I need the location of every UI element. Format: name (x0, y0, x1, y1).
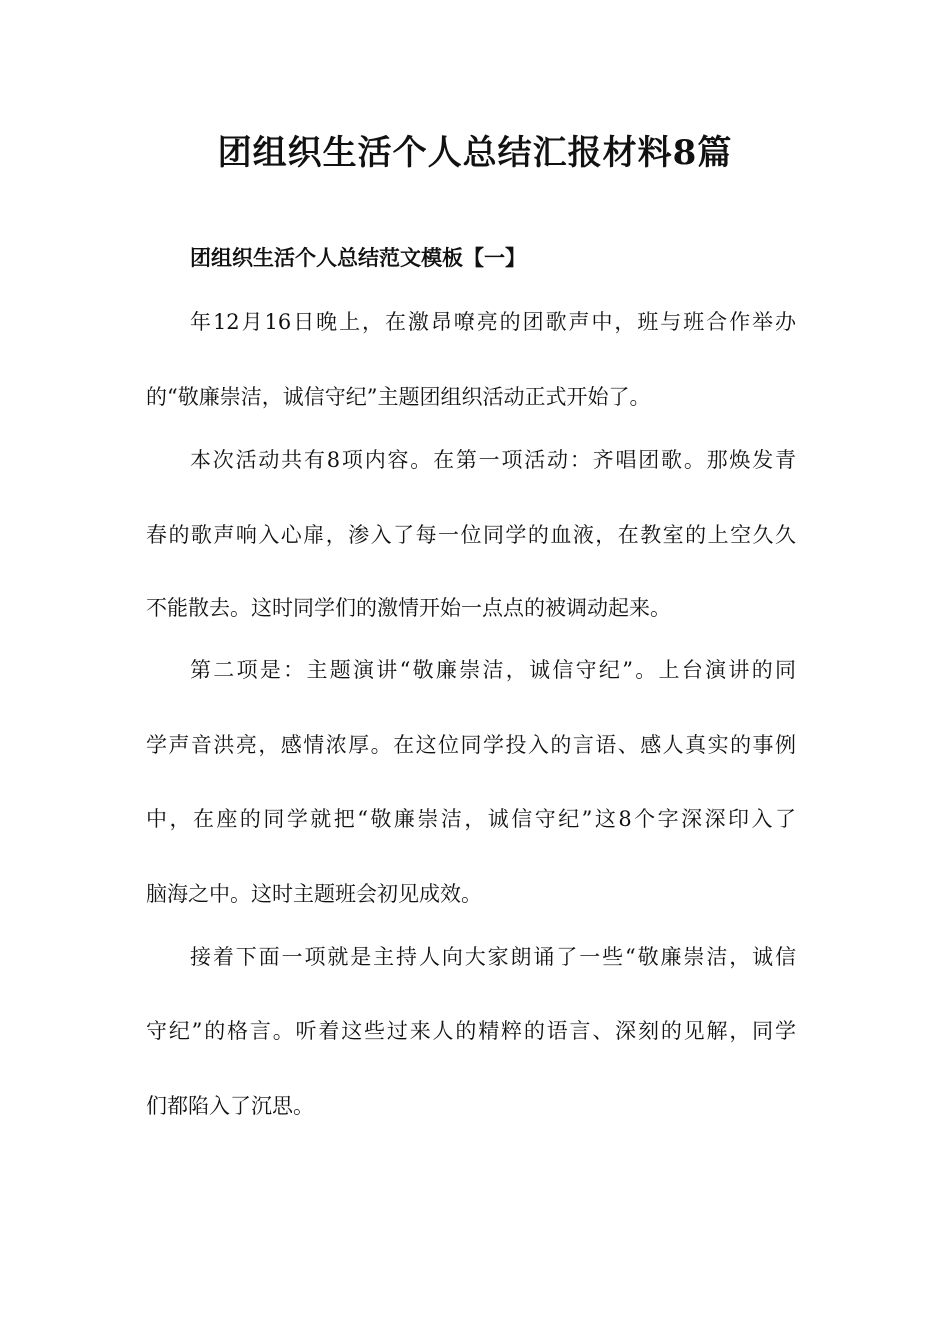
paragraph-line: 本次活动共有8项内容。在第一项活动：齐唱团歌。那焕发青 (190, 448, 796, 472)
paragraph-line: 春的歌声响入心扉，渗入了每一位同学的血液，在教室的上空久久 (146, 523, 796, 547)
paragraph-line: 年12月16日晚上，在激昂嘹亮的团歌声中，班与班合作举办 (190, 310, 796, 334)
paragraph-line: 们都陷入了沉思。 (146, 1094, 314, 1118)
paragraph-line: 脑海之中。这时主题班会初见成效。 (146, 882, 482, 906)
paragraph-line: 中，在座的同学就把“敬廉崇洁，诚信守纪”这8个字深深印入了 (146, 807, 796, 831)
section-heading: 团组织生活个人总结范文模板【一】 (190, 245, 526, 270)
paragraph-line: 学声音洪亮，感情浓厚。在这位同学投入的言语、感人真实的事例 (146, 733, 796, 757)
paragraph-line: 第二项是：主题演讲“敬廉崇洁，诚信守纪”。上台演讲的同 (190, 658, 796, 682)
paragraph-line: 守纪”的格言。听着这些过来人的精粹的语言、深刻的见解，同学 (146, 1019, 796, 1043)
paragraph-line: 不能散去。这时同学们的激情开始一点点的被调动起来。 (146, 596, 671, 620)
paragraph-line: 的“敬廉崇洁，诚信守纪”主题团组织活动正式开始了。 (146, 385, 651, 409)
paragraph-line: 接着下面一项就是主持人向大家朗诵了一些“敬廉崇洁，诚信 (190, 945, 796, 969)
document-title: 团组织生活个人总结汇报材料8篇 (217, 133, 733, 173)
